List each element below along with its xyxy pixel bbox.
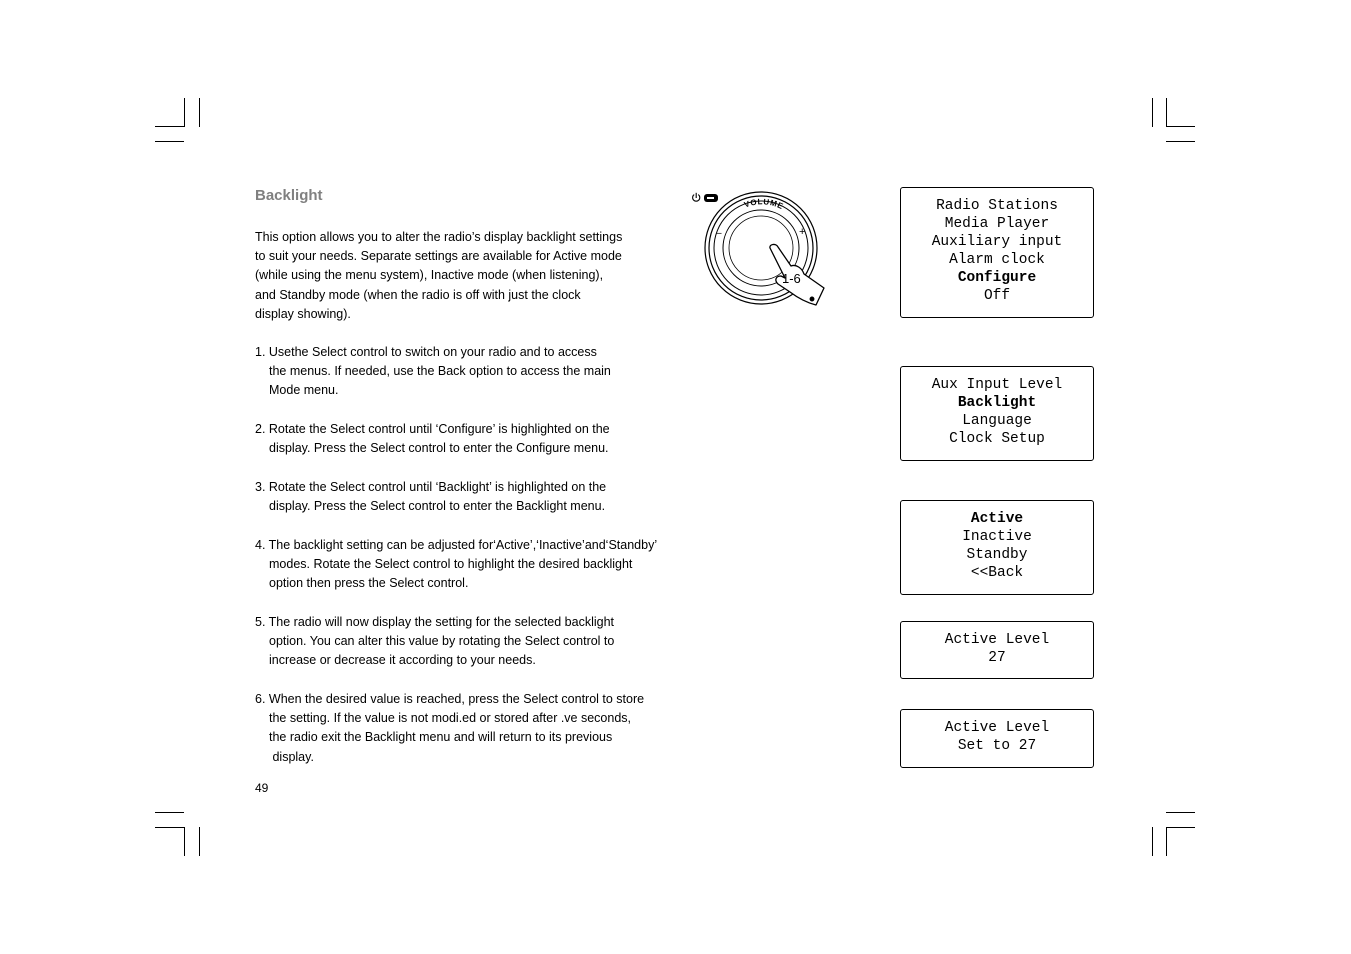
lcd-main-menu bbox=[900, 187, 1094, 318]
section-heading: Backlight bbox=[255, 187, 323, 204]
lcd-line: Auxiliary input bbox=[931, 234, 1063, 250]
step-line: increase or decrease it according to your needs. bbox=[269, 653, 536, 668]
lcd-line: Alarm clock bbox=[949, 252, 1045, 268]
lcd-backlight-menu bbox=[900, 500, 1094, 595]
intro-line: display showing). bbox=[255, 306, 351, 321]
step-line: the menus. If needed, use the Back option to access the main bbox=[269, 364, 611, 379]
power-icon bbox=[693, 193, 700, 201]
step-line: 3. Rotate the Select control until ‘Backlight’ is highlighted on the bbox=[255, 480, 607, 494]
plus-label: + bbox=[799, 226, 806, 238]
battery-icon bbox=[704, 194, 718, 202]
intro-line: to suit your needs. Separate settings are available for Active mode bbox=[255, 249, 622, 264]
step-1 bbox=[255, 343, 611, 401]
step-line: display. Press the Select control to enter the Backlight menu. bbox=[269, 499, 606, 514]
intro-line: and Standby mode (when the radio is off with just the clock bbox=[255, 287, 581, 302]
lcd-line-selected: Backlight bbox=[957, 395, 1037, 411]
lcd-line: Off bbox=[983, 288, 1011, 304]
lcd-configure-menu bbox=[900, 366, 1094, 461]
lcd-line: Inactive bbox=[962, 529, 1032, 545]
minus-label: – bbox=[716, 228, 722, 239]
step-line: option. You can alter this value by rotating the Select control to bbox=[269, 634, 615, 649]
lcd-line: Active Level bbox=[944, 632, 1050, 648]
step-line: 6. When the desired value is reached, press the Select control to store bbox=[255, 692, 645, 706]
lcd-line: Clock Setup bbox=[949, 431, 1045, 447]
step-line: Mode menu. bbox=[269, 383, 339, 398]
step-4 bbox=[255, 536, 657, 594]
step-line: the radio exit the Backlight menu and will return to its previous bbox=[269, 730, 613, 745]
step-line: 5. The radio will now display the setting for the selected backlight bbox=[255, 615, 614, 629]
press-label: 1-6 bbox=[782, 271, 801, 286]
volume-label: VOLUME bbox=[742, 197, 785, 212]
page-number: 49 bbox=[255, 781, 269, 795]
lcd-line: Radio Stations bbox=[936, 198, 1058, 214]
lcd-line: Set to 27 bbox=[957, 738, 1037, 754]
lcd-line: Media Player bbox=[944, 216, 1050, 232]
lcd-line-selected: Active bbox=[970, 511, 1024, 527]
step-line: modes. Rotate the Select control to highlight the desired backlight bbox=[269, 557, 633, 572]
lcd-line: Language bbox=[962, 413, 1032, 429]
lcd-line: Aux Input Level bbox=[931, 377, 1063, 393]
intro-line: This option allows you to alter the radio’s display backlight settings bbox=[255, 230, 623, 244]
intro-paragraph bbox=[255, 228, 622, 324]
lcd-active-level bbox=[900, 621, 1094, 679]
lcd-line: 27 bbox=[988, 650, 1006, 666]
step-line: option then press the Select control. bbox=[269, 576, 469, 591]
step-line: display. bbox=[269, 749, 314, 764]
step-line: the setting. If the value is not modi.ed or stored after .ve seconds, bbox=[269, 711, 632, 726]
lcd-active-level-set bbox=[900, 709, 1094, 768]
step-5 bbox=[255, 613, 614, 671]
step-3 bbox=[255, 478, 606, 516]
lcd-line-selected: Configure bbox=[957, 270, 1037, 286]
select-dial-illustration bbox=[686, 188, 836, 318]
step-line: 2. Rotate the Select control until ‘Configure’ is highlighted on the bbox=[255, 422, 610, 436]
intro-line: (while using the menu system), Inactive mode (when listening), bbox=[255, 268, 604, 283]
step-6 bbox=[255, 690, 644, 767]
step-line: 1. Usethe Select control to switch on your radio and to access bbox=[255, 345, 597, 359]
step-line: 4. The backlight setting can be adjusted for‘Active’,‘Inactive’and‘Standby’ bbox=[255, 538, 658, 552]
lcd-line: Standby bbox=[966, 547, 1028, 563]
step-2 bbox=[255, 420, 610, 458]
lcd-line: Active Level bbox=[944, 720, 1050, 736]
step-line: display. Press the Select control to enter the Configure menu. bbox=[269, 441, 609, 456]
lcd-line: <<Back bbox=[970, 565, 1024, 581]
